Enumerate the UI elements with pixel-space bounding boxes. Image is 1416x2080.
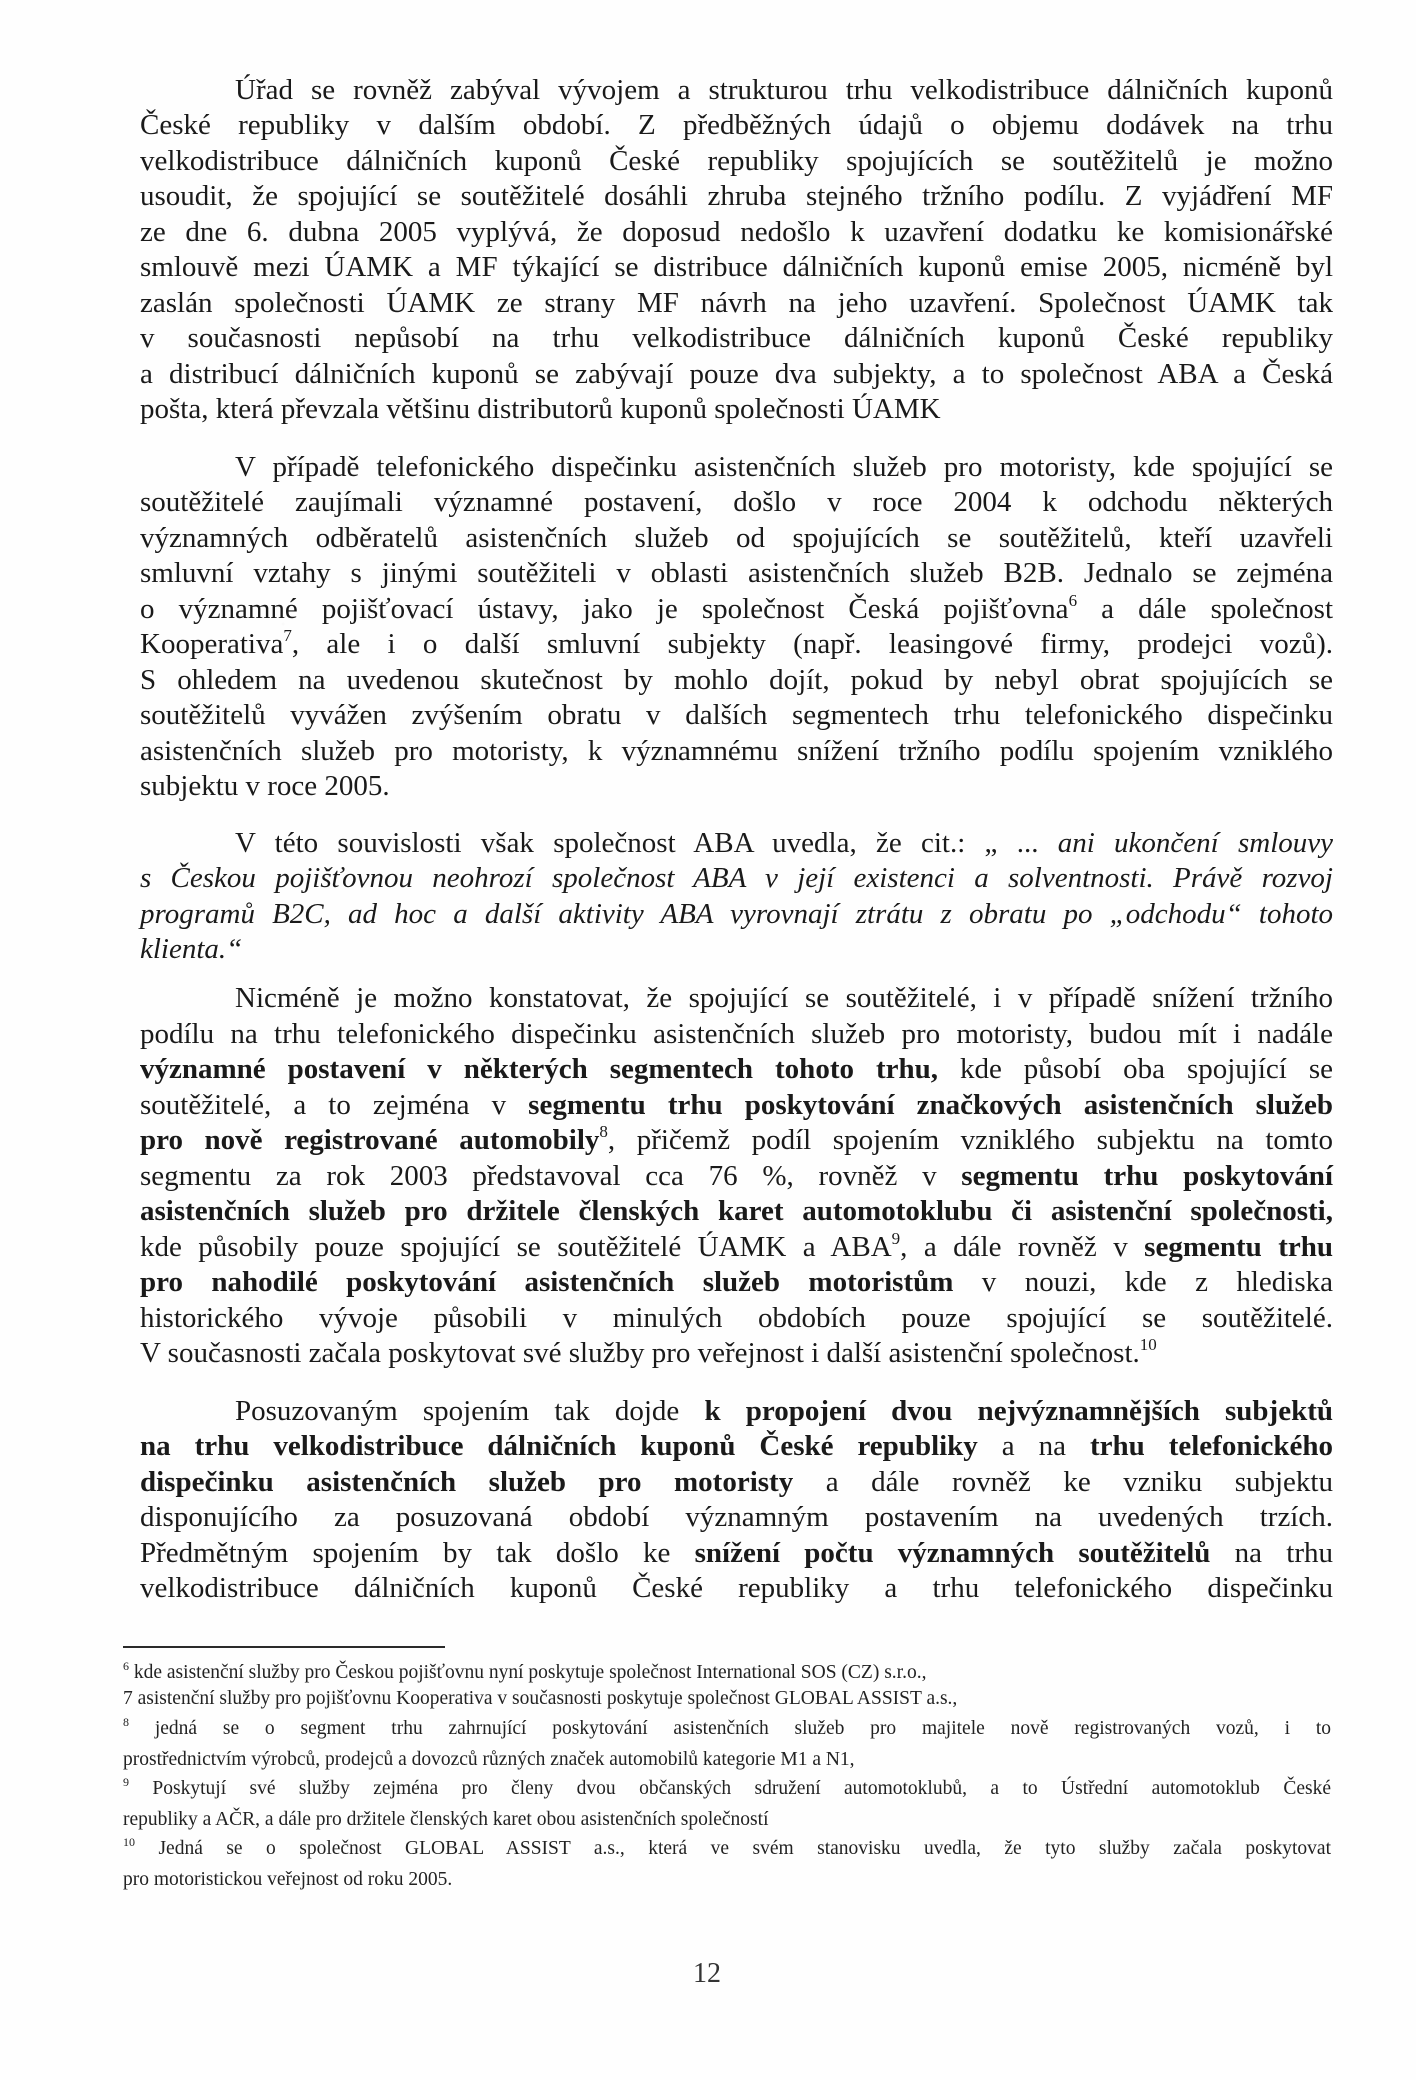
text-line bbox=[140, 1051, 1333, 1087]
footnote-text: jedná se o segment trhu zahrnující poskytování asistenčních služeb pro majitele nově registrovaných vozů, i to bbox=[154, 1718, 1331, 1739]
text-run: na trhu bbox=[1210, 1537, 1334, 1569]
text-line: velkodistribuce dálničních kuponů České republiky a trhu telefonického dispečinku bbox=[140, 1572, 1333, 1604]
text-line: ze dne 6. dubna 2005 vyplývá, že doposud nedošlo k uzavření dodatku ke komisionářské bbox=[140, 216, 1333, 248]
footnote-number: 7 bbox=[123, 1688, 133, 1709]
quote-line: programů B2C, ad hoc a další aktivity ABA vyrovnají ztrátu z obratu po „odchodu“ tohoto bbox=[140, 898, 1333, 930]
footnote-number: 6 bbox=[123, 1659, 129, 1673]
text-line bbox=[140, 1428, 1333, 1464]
text-run: kde působily pouze spojující se soutěžitelé ÚAMK a ABA bbox=[140, 1231, 892, 1263]
bold-run: segmentu trhu poskytování bbox=[961, 1160, 1333, 1192]
text-run: kde působí oba spojující se bbox=[937, 1053, 1333, 1085]
text-run: soutěžitelé, a to zejména v bbox=[140, 1089, 529, 1121]
text-line: v současnosti nepůsobí na trhu velkodistribuce dálničních kuponů České republiky bbox=[140, 322, 1333, 354]
text-line: Nicméně je možno konstatovat, že spojující se soutěžitelé, i v případě snížení tržního bbox=[235, 982, 1333, 1014]
text-line: subjektu v roce 2005. bbox=[140, 770, 390, 802]
text-line: České republiky v dalším období. Z předběžných údajů o objemu dodávek na trhu bbox=[140, 109, 1333, 141]
text-line: usoudit, že spojující se soutěžitelé dosáhli zhruba stejného tržního podílu. Z vyjádření MF bbox=[140, 180, 1333, 212]
footnote-number: 10 bbox=[123, 1835, 135, 1849]
text-line bbox=[235, 825, 1333, 861]
text-line: zaslán společnosti ÚAMK ze strany MF návrh na jeho uzavření. Společnost ÚAMK tak bbox=[140, 287, 1333, 319]
bold-run: významné postavení v některých segmentech tohoto trhu, bbox=[140, 1053, 938, 1085]
quote-run: ani ukončení smlouvy bbox=[1057, 827, 1334, 859]
quote-line: klienta.“ bbox=[140, 933, 243, 965]
text-line: velkodistribuce dálničních kuponů České republiky spojujících se soutěžitelů je možno bbox=[140, 145, 1333, 177]
text-line: V případě telefonického dispečinku asistenčních služeb pro motoristy, kde spojující se bbox=[235, 451, 1333, 483]
text-line: významných odběratelů asistenčních služeb od spojujících se soutěžitelů, kteří uzavřeli bbox=[140, 522, 1333, 554]
text-line: pošta, která převzala většinu distributorů kuponů společnosti ÚAMK bbox=[140, 393, 941, 425]
footnote-10 bbox=[123, 1836, 1331, 1861]
text-line: smlouvě mezi ÚAMK a MF týkající se distribuce dálničních kuponů emise 2005, nicméně byl bbox=[140, 251, 1333, 283]
text-run: V této souvislosti však společnost ABA uvedla, že cit.: „ ... bbox=[235, 827, 1058, 859]
footnote-ref-8[interactable]: 8 bbox=[599, 1122, 608, 1141]
text-run: Posuzovaným spojením tak dojde bbox=[235, 1395, 705, 1427]
bold-run: k propojení dvou nejvýznamnějších subjektů bbox=[704, 1395, 1333, 1427]
text-line: asistenčních služeb pro držitele členských karet automotoklubu či asistenční společnosti, bbox=[140, 1195, 1333, 1227]
text-line: smluvní vztahy s jinými soutěžiteli v oblasti asistenčních služeb B2B. Jednalo se zejména bbox=[140, 557, 1333, 589]
bold-run: pro nově registrované automobily bbox=[140, 1124, 600, 1156]
text-run: a na bbox=[977, 1430, 1090, 1462]
footnote-number: 8 bbox=[123, 1715, 129, 1729]
text-run: , a dále rovněž v bbox=[900, 1231, 1145, 1263]
footnote-7 bbox=[123, 1686, 1331, 1711]
text-line: soutěžitelů vyvážen zvýšením obratu v dalších segmentech trhu telefonického dispečinku bbox=[140, 699, 1333, 731]
text-run: , přičemž podíl spojením vzniklého subjektu na tomto bbox=[607, 1124, 1333, 1156]
text-line bbox=[140, 626, 1333, 662]
text-line: a distribucí dálničních kuponů se zabývají pouze dva subjekty, a to společnost ABA a Česká bbox=[140, 358, 1333, 390]
footnote-text: asistenční služby pro pojišťovnu Kooperativa v současnosti poskytuje společnost GLOBAL ASSIST a.s., bbox=[137, 1688, 958, 1709]
text-line: S ohledem na uvedenou skutečnost by mohlo dojít, pokud by nebyl obrat spojujících se bbox=[140, 664, 1333, 696]
text-line bbox=[140, 1122, 1333, 1158]
text-line bbox=[140, 1535, 1333, 1571]
bold-run: dispečinku asistenčních služeb pro motoristy bbox=[140, 1466, 794, 1498]
text-line bbox=[140, 1464, 1333, 1500]
footnote-8 bbox=[123, 1716, 1331, 1741]
text-run: , ale i o další smluvní subjekty (např. leasingové firmy, prodejci vozů). bbox=[291, 628, 1333, 660]
bold-run: segmentu trhu poskytování značkových asistenčních služeb bbox=[528, 1089, 1333, 1121]
text-run: o významné pojišťovací ústavy, jako je společnost Česká pojišťovna bbox=[140, 593, 1069, 625]
text-line: podílu na trhu telefonického dispečinku asistenčních služeb pro motoristy, budou mít i nadále bbox=[140, 1018, 1333, 1050]
text-line: asistenčních služeb pro motoristy, k významnému snížení tržního podílu spojením vzniklého bbox=[140, 735, 1333, 767]
footnote-text: kde asistenční služby pro Českou pojišťovnu nyní poskytuje společnost International SOS (CZ) s.r.o., bbox=[133, 1662, 927, 1683]
bold-run: trhu telefonického bbox=[1089, 1430, 1333, 1462]
text-line: soutěžitelé zaujímali významné postavení, došlo v roce 2004 k odchodu některých bbox=[140, 486, 1333, 518]
footnote-8-cont: prostřednictvím výrobců, prodejců a dovozců různých značek automobilů kategorie M1 a N1, bbox=[123, 1749, 855, 1770]
bold-run: snížení počtu významných soutěžitelů bbox=[694, 1537, 1211, 1569]
text-run: a dále společnost bbox=[1077, 593, 1333, 625]
text-run: V současnosti začala poskytovat své služby pro veřejnost i další asistenční společnost. bbox=[140, 1337, 1140, 1369]
text-run: Kooperativa bbox=[140, 628, 284, 660]
bold-run: pro nahodilé poskytování asistenčních služeb motoristům bbox=[140, 1266, 954, 1298]
page-number: 12 bbox=[693, 1958, 721, 1989]
footnote-separator bbox=[123, 1646, 445, 1648]
text-run: Předmětným spojením by tak došlo ke bbox=[140, 1537, 695, 1569]
footnote-ref-10[interactable]: 10 bbox=[1139, 1335, 1157, 1354]
text-run: v nouzi, kde z hlediska bbox=[953, 1266, 1333, 1298]
footnote-text: Poskytují své služby zejména pro členy dvou občanských sdružení automotoklubů, a to Ústřední automotoklub České bbox=[152, 1778, 1332, 1799]
text-line bbox=[140, 1229, 1333, 1265]
footnote-ref-9[interactable]: 9 bbox=[891, 1229, 901, 1248]
footnote-10-cont: pro motoristickou veřejnost od roku 2005. bbox=[123, 1869, 453, 1890]
footnote-text: Jedná se o společnost GLOBAL ASSIST a.s., která ve svém stanovisku uvedla, že tyto služby začala poskytovat bbox=[158, 1838, 1332, 1859]
bold-run: na trhu velkodistribuce dálničních kuponů České republiky bbox=[140, 1430, 978, 1462]
text-line bbox=[140, 591, 1333, 627]
text-line: disponujícího za posuzovaná období významným postavením na uvedených trzích. bbox=[140, 1501, 1333, 1533]
footnote-number: 9 bbox=[123, 1775, 129, 1789]
footnote-9 bbox=[123, 1776, 1331, 1801]
text-line: Úřad se rovněž zabýval vývojem a strukturou trhu velkodistribuce dálničních kuponů bbox=[235, 74, 1333, 106]
text-run: segmentu za rok 2003 představoval cca 76 %, rovněž v bbox=[140, 1160, 962, 1192]
text-run: a dále rovněž ke vzniku subjektu bbox=[793, 1466, 1333, 1498]
quote-line: s Českou pojišťovnou neohrozí společnost ABA v její existenci a solventnosti. Právě rozvoj bbox=[140, 862, 1333, 894]
text-line bbox=[235, 1393, 1333, 1429]
footnote-6 bbox=[123, 1660, 1331, 1685]
text-line bbox=[140, 1264, 1333, 1300]
text-line bbox=[140, 1087, 1333, 1123]
footnote-ref-7[interactable]: 7 bbox=[283, 626, 292, 645]
footnote-9-cont: republiky a AČR, a dále pro držitele členských karet obou asistenčních společností bbox=[123, 1809, 769, 1830]
text-line: historického vývoje působili v minulých obdobích pouze spojující se soutěžitelé. bbox=[140, 1302, 1333, 1334]
text-line bbox=[140, 1335, 1333, 1371]
text-line bbox=[140, 1158, 1333, 1194]
bold-run: segmentu trhu bbox=[1144, 1231, 1333, 1263]
footnote-ref-6[interactable]: 6 bbox=[1068, 591, 1078, 610]
